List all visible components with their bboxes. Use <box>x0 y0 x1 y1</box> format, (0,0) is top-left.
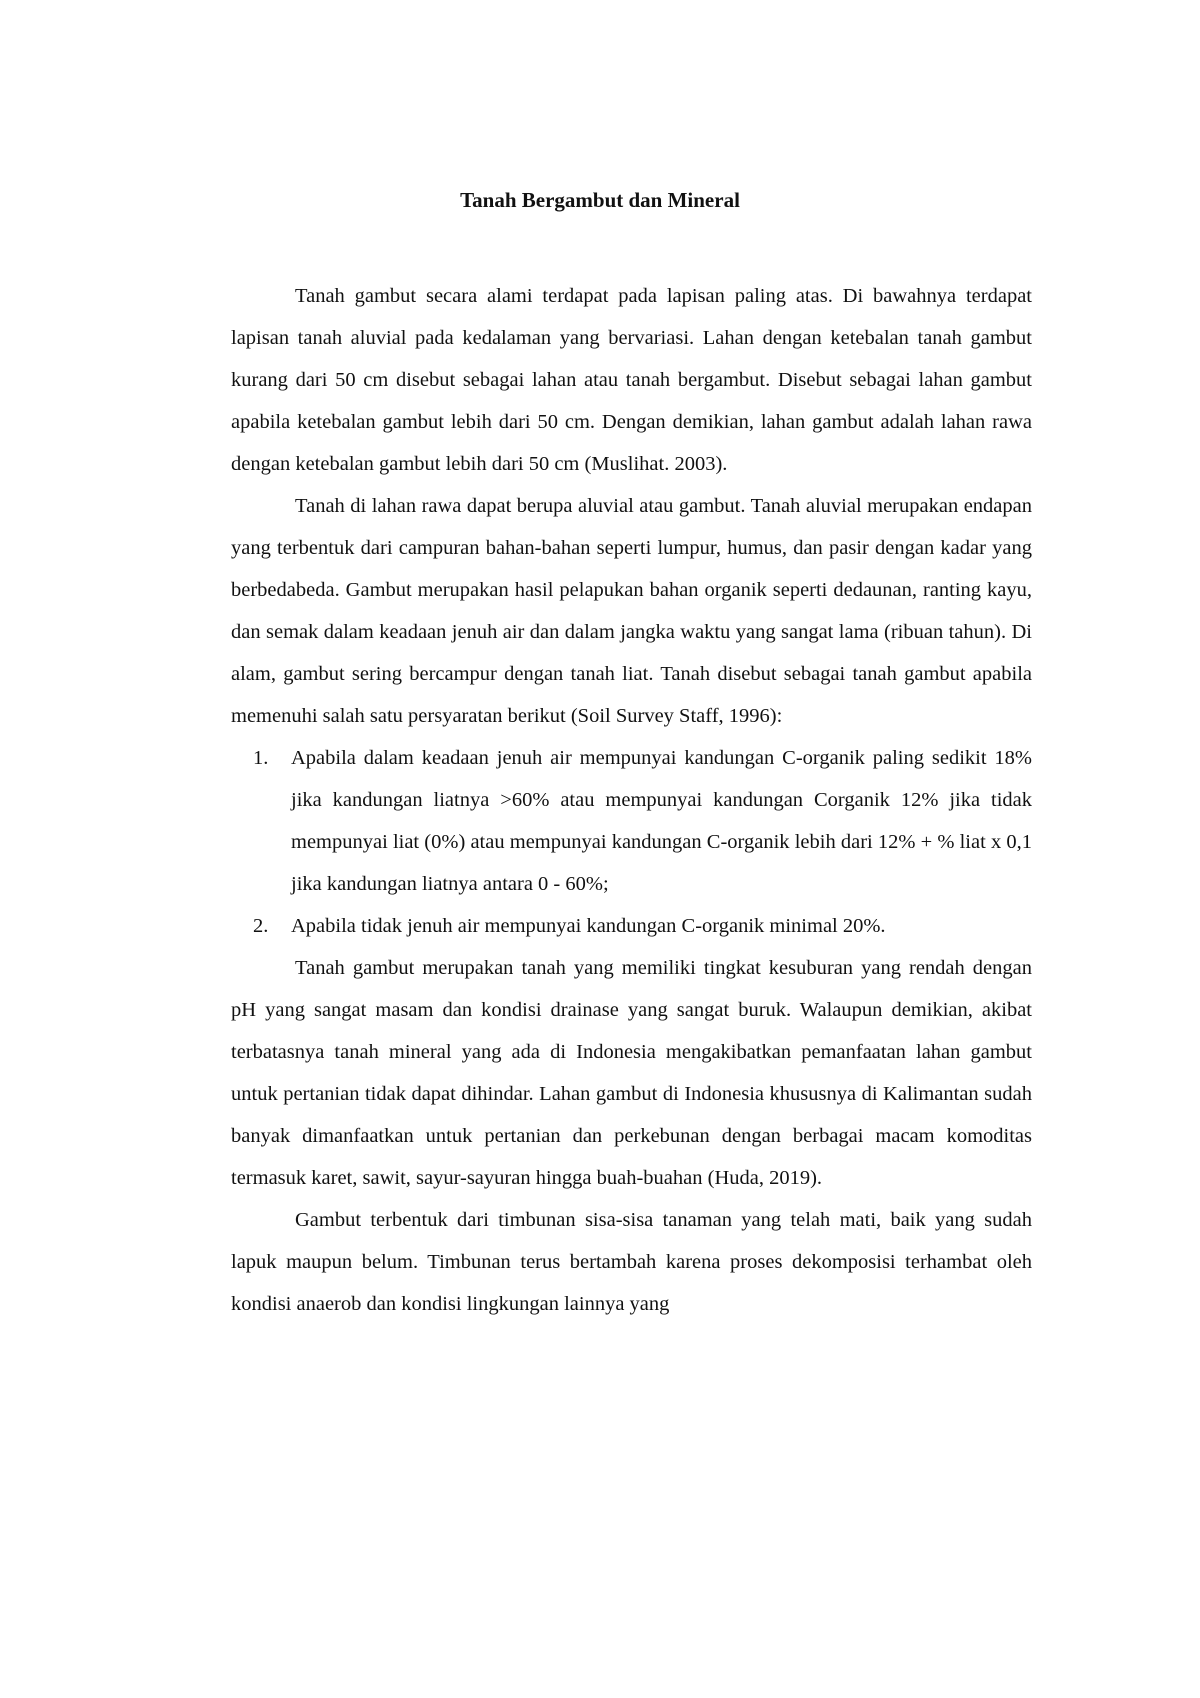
paragraph-peat-fertility: Tanah gambut merupakan tanah yang memiliki tingkat kesuburan yang rendah dengan pH yang sangat masam dan kondisi drainase yang sangat buruk. Walaupun demikian, akibat terbatasnya tanah mineral yang ada di Indonesia mengakibatkan pemanfaatan lahan gambut untuk pertanian tidak dapat dihindar. Lahan gambut di Indonesia khususnya di Kalimantan sudah banyak dimanfaatkan untuk pertanian dan perkebunan dengan berbagai macam komoditas termasuk karet, sawit, sayur-sayuran hingga buah-buahan (Huda, 2019). <box>231 957 1032 1189</box>
paragraph-swamp-soil: Tanah di lahan rawa dapat berupa aluvial atau gambut. Tanah aluvial merupakan endapan yang terbentuk dari campuran bahan-bahan seperti lumpur, humus, dan pasir dengan kadar yang berbedabeda. Gambut merupakan hasil pelapukan bahan organik seperti dedaunan, ranting kayu, dan semak dalam keadaan jenuh air dan dalam jangka waktu yang sangat lama (ribuan tahun). Di alam, gambut sering bercampur dengan tanah liat. Tanah disebut sebagai tanah gambut apabila memenuhi salah satu persyaratan berikut (Soil Survey Staff, 1996): <box>231 495 1032 727</box>
criteria-item <box>231 905 1032 947</box>
criteria-item-text: Apabila dalam keadaan jenuh air mempunyai kandungan C-organik paling sedikit 18% jika kandungan liatnya >60% atau mempunyai kandungan Corganik 12% jika tidak mempunyai liat (0%) atau mempunyai kandungan C-organik lebih dari 12% + % liat x 0,1 jika kandungan liatnya antara 0 - 60%; <box>291 747 1032 895</box>
document-title: Tanah Bergambut dan Mineral <box>460 188 740 212</box>
criteria-item-text: Apabila tidak jenuh air mempunyai kandungan C-organik minimal 20%. <box>291 915 886 937</box>
paragraph-peat-formation: Gambut terbentuk dari timbunan sisa-sisa tanaman yang telah mati, baik yang sudah lapuk maupun belum. Timbunan terus bertambah karena proses dekomposisi terhambat oleh kondisi anaerob dan kondisi lingkungan lainnya yang <box>231 1209 1032 1315</box>
criteria-item <box>231 737 1032 905</box>
criteria-item-number: 1. <box>253 747 269 769</box>
peat-criteria-list <box>231 737 1032 947</box>
paragraph-peat-definition: Tanah gambut secara alami terdapat pada lapisan paling atas. Di bawahnya terdapat lapisan tanah aluvial pada kedalaman yang bervariasi. Lahan dengan ketebalan tanah gambut kurang dari 50 cm disebut sebagai lahan atau tanah bergambut. Disebut sebagai lahan gambut apabila ketebalan gambut lebih dari 50 cm. Dengan demikian, lahan gambut adalah lahan rawa dengan ketebalan gambut lebih dari 50 cm (Muslihat. 2003). <box>231 285 1032 475</box>
criteria-item-number: 2. <box>253 915 269 937</box>
document-body <box>231 275 1032 1325</box>
